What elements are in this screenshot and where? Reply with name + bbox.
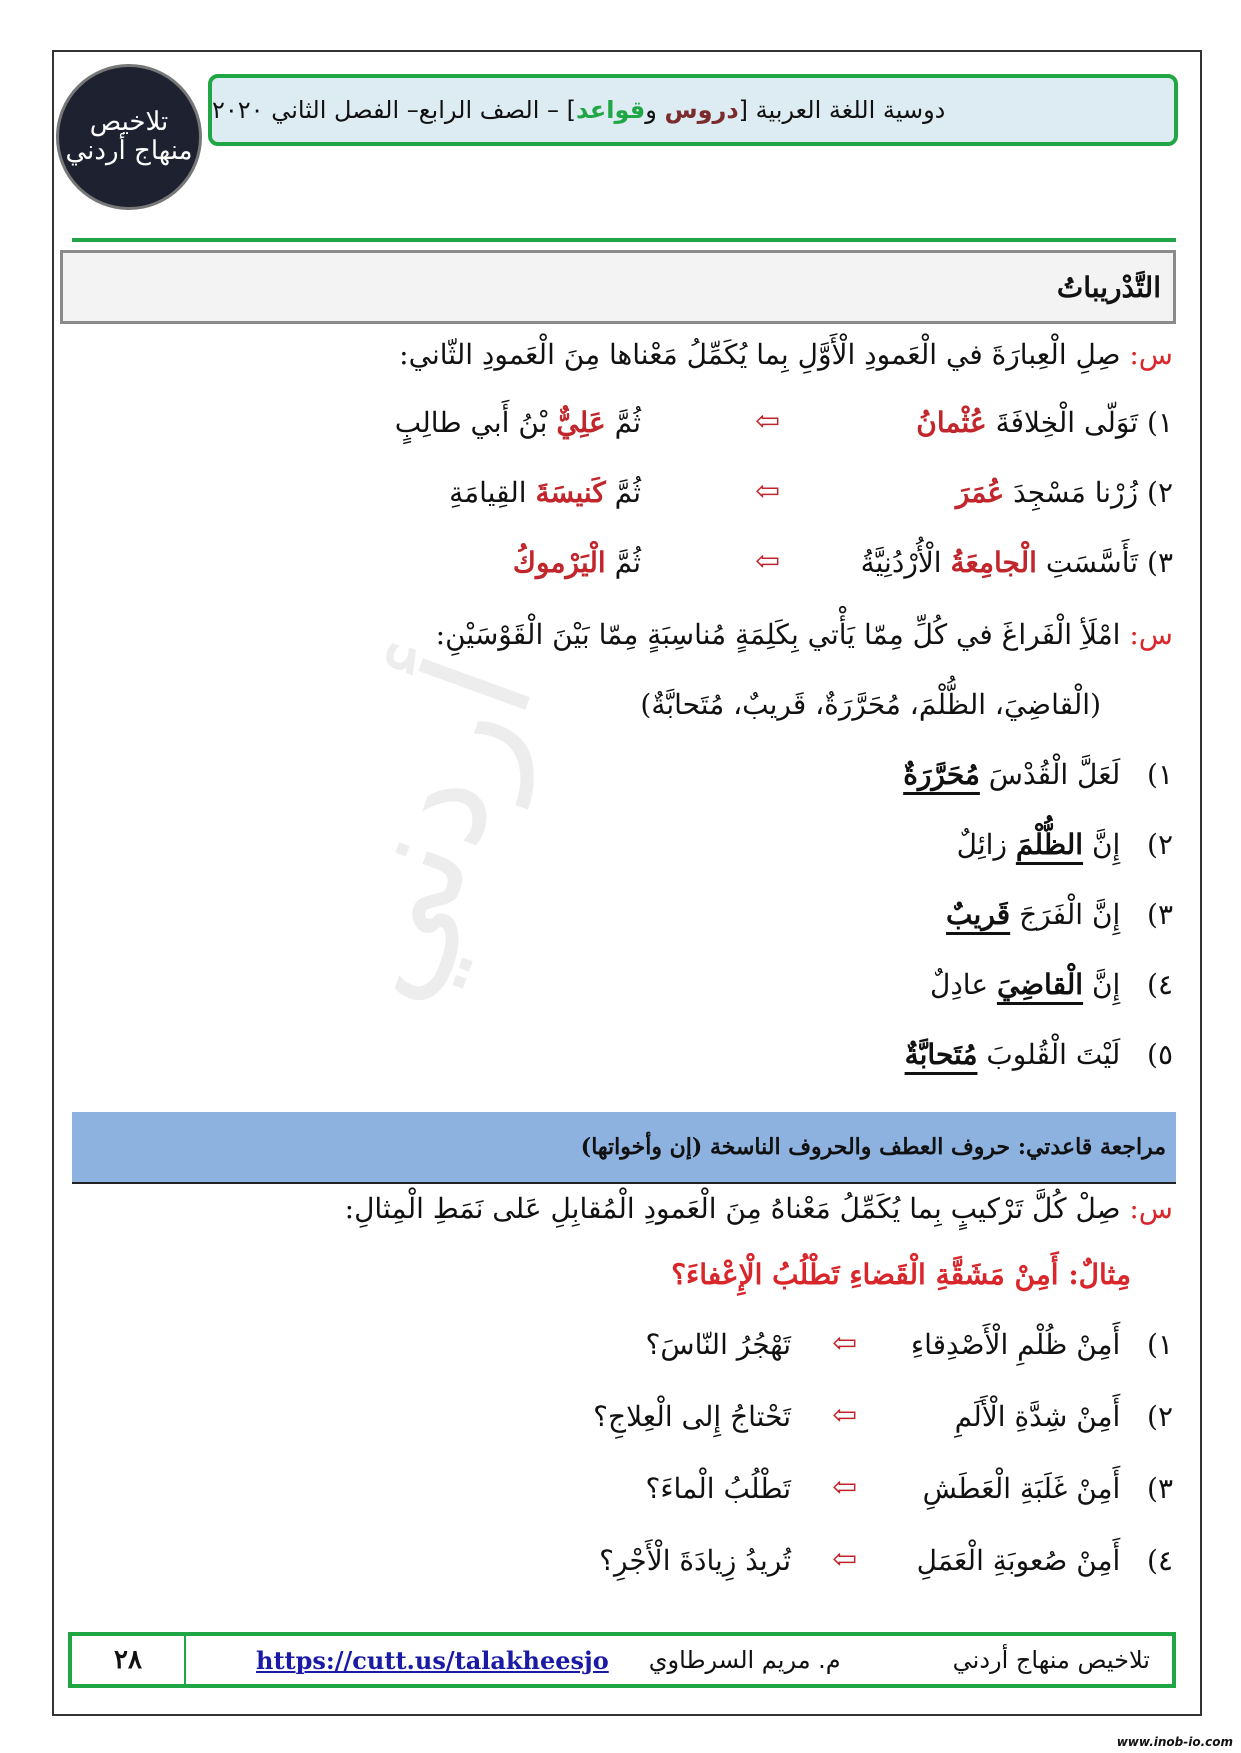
logo bbox=[56, 64, 202, 210]
phrase: تَأَسَّسَتِ bbox=[1036, 546, 1139, 579]
phrase: زُرْنا مَسْجِدَ bbox=[1004, 476, 1139, 509]
phrase: أَمِنْ صُعوبَةِ الْعَمَلِ bbox=[916, 1544, 1121, 1577]
item-number: ٢) bbox=[1147, 476, 1173, 509]
question-3: س: صِلْ كُلَّ تَرْكيبٍ بِما يُكَمِّلُ مَعْناهُ مِنَ الْعَمودِ الْمُقابِلِ عَلى نَمَطِ الْمِثالِ: bbox=[344, 1192, 1173, 1225]
sentence-end: عادِلٌ bbox=[929, 968, 997, 1001]
arrow-icon: ⇦ bbox=[832, 1398, 858, 1433]
phrase: تَوَلّى الْخِلافَةَ bbox=[986, 406, 1139, 439]
answer: ثُمَّ bbox=[605, 476, 641, 509]
filled-answer: مُتَحابَّةٌ bbox=[904, 1038, 978, 1071]
item-number: ٥) bbox=[1147, 1038, 1173, 1071]
filled-answer: قَريبٌ bbox=[946, 898, 1011, 931]
match-answer bbox=[449, 476, 641, 509]
phrase-highlight: عُثْمانُ bbox=[916, 406, 987, 439]
arrow-icon: ⇦ bbox=[832, 1326, 858, 1361]
sentence-end: زائِلٌ bbox=[956, 828, 1016, 861]
list-item bbox=[956, 476, 1173, 509]
match-answer: تَطْلُبُ الْماءَ؟ bbox=[645, 1472, 791, 1505]
phrase-highlight: الْجامِعَةُ bbox=[950, 546, 1037, 579]
list-item bbox=[911, 1328, 1173, 1361]
answer: ثُمَّ bbox=[605, 406, 641, 439]
author: م. مريم السرطاوي bbox=[648, 1646, 841, 1674]
list-item bbox=[905, 1038, 1173, 1071]
answer-highlight: كَنيسَةَ bbox=[535, 476, 606, 509]
filled-answer: الظُّلْمَ bbox=[1015, 828, 1084, 861]
footer bbox=[68, 1632, 1176, 1688]
question-2: س: امْلَأِ الْفَراغَ في كُلِّ مِمّا يَأْتي بِكَلِمَةٍ مُناسِبَةٍ مِمّا بَيْنَ الْقَوْسَيْنِ: bbox=[435, 618, 1173, 651]
arrow-icon: ⇦ bbox=[755, 404, 781, 439]
sentence: إِنَّ bbox=[1083, 828, 1121, 861]
example: مِثالٌ: أَمِنْ مَشَقَّةِ الْقَضاءِ تَطْلُبُ الْإِعْفاءَ؟ bbox=[671, 1258, 1131, 1291]
logo-text: تلاخيص منهاج أردني bbox=[65, 107, 193, 166]
item-number: ٣) bbox=[1147, 546, 1173, 579]
item-number: ٣) bbox=[1147, 1472, 1173, 1505]
watermark: أردني bbox=[286, 636, 569, 1024]
item-number: ٢) bbox=[1147, 1400, 1173, 1433]
site-name: تلاخيص منهاج أردني bbox=[952, 1646, 1150, 1674]
question-1: س: صِلِ الْعِبارَةَ في الْعَمودِ الْأَوَّلِ بِما يُكَمِّلُ مَعْناها مِنَ الْعَمودِ الثّاني: bbox=[399, 338, 1173, 371]
phrase: أَمِنْ غَلَبَةِ الْعَطَشِ bbox=[922, 1472, 1121, 1505]
list-item bbox=[955, 1400, 1173, 1433]
divider bbox=[72, 238, 1176, 242]
answer: ثُمَّ bbox=[605, 546, 641, 579]
item-number: ٤) bbox=[1147, 968, 1173, 1001]
item-number: ١) bbox=[1147, 406, 1173, 439]
list-item bbox=[917, 1544, 1173, 1577]
item-number: ٤) bbox=[1147, 1544, 1173, 1577]
phrase-end: الْأُرْدُنِيَّةُ bbox=[860, 546, 951, 579]
answer-end: القِيامَةِ bbox=[449, 476, 536, 509]
arrow-icon: ⇦ bbox=[755, 544, 781, 579]
arrow-icon: ⇦ bbox=[832, 1470, 858, 1505]
match-answer: تَهْجُرُ النّاسَ؟ bbox=[645, 1328, 791, 1361]
review-banner: مراجعة قاعدتي: حروف العطف والحروف الناسخة (إن وأخواتها) bbox=[72, 1112, 1176, 1184]
arrow-icon: ⇦ bbox=[832, 1542, 858, 1577]
corner-url: www.inob-io.com bbox=[1116, 1735, 1233, 1749]
item-number: ١) bbox=[1147, 1328, 1173, 1361]
item-number: ١) bbox=[1147, 758, 1173, 791]
footer-link[interactable]: https://cutt.us/talakheesjo bbox=[256, 1645, 609, 1675]
item-number: ٢) bbox=[1147, 828, 1173, 861]
sentence: إِنَّ الْفَرَجَ bbox=[1010, 898, 1121, 931]
phrase: أَمِنْ شِدَّةِ الْأَلَمِ bbox=[954, 1400, 1121, 1433]
header-banner bbox=[208, 74, 1178, 146]
match-answer: تُريدُ زِيادَةَ الْأَجْرِ؟ bbox=[599, 1544, 791, 1577]
list-item bbox=[861, 546, 1173, 579]
arrow-icon: ⇦ bbox=[755, 474, 781, 509]
choices: (الْقاضِيَ، الظُّلْمَ، مُحَرَّرَةٌ، قَريبٌ، مُتَحابَّةٌ) bbox=[640, 688, 1101, 721]
sentence: إِنَّ bbox=[1083, 968, 1121, 1001]
item-number: ٣) bbox=[1147, 898, 1173, 931]
phrase: أَمِنْ ظُلْمِ الْأَصْدِقاءِ bbox=[910, 1328, 1121, 1361]
list-item bbox=[923, 1472, 1173, 1505]
page-number: ٢٨ bbox=[72, 1636, 186, 1684]
header-title: دوسية اللغة العربية [دروس وقواعد] – الصف الرابع– الفصل الثاني ٢٠٢٠ bbox=[212, 96, 946, 124]
filled-answer: الْقاضِيَ bbox=[996, 968, 1084, 1001]
section-title: التَّدْريباتُ bbox=[60, 250, 1176, 324]
list-item bbox=[957, 828, 1173, 861]
sentence: لَعَلَّ الْقُدْسَ bbox=[979, 758, 1121, 791]
answer-end: بْنُ أَبي طالِبٍ bbox=[394, 406, 557, 439]
list-item bbox=[903, 758, 1173, 791]
match-answer bbox=[395, 406, 641, 439]
match-answer: تَحْتاجُ إِلى الْعِلاجِ؟ bbox=[593, 1400, 791, 1433]
list-item bbox=[930, 968, 1173, 1001]
answer-highlight: عَلِيٌّ bbox=[556, 406, 606, 439]
answer-highlight: الْيَرْموكُ bbox=[512, 546, 606, 579]
sentence: لَيْتَ الْقُلوبَ bbox=[977, 1038, 1121, 1071]
match-answer bbox=[513, 546, 641, 579]
phrase-highlight: عُمَرَ bbox=[955, 476, 1005, 509]
list-item bbox=[946, 898, 1173, 931]
list-item bbox=[916, 406, 1173, 439]
filled-answer: مُحَرَّرَةٌ bbox=[903, 758, 980, 791]
